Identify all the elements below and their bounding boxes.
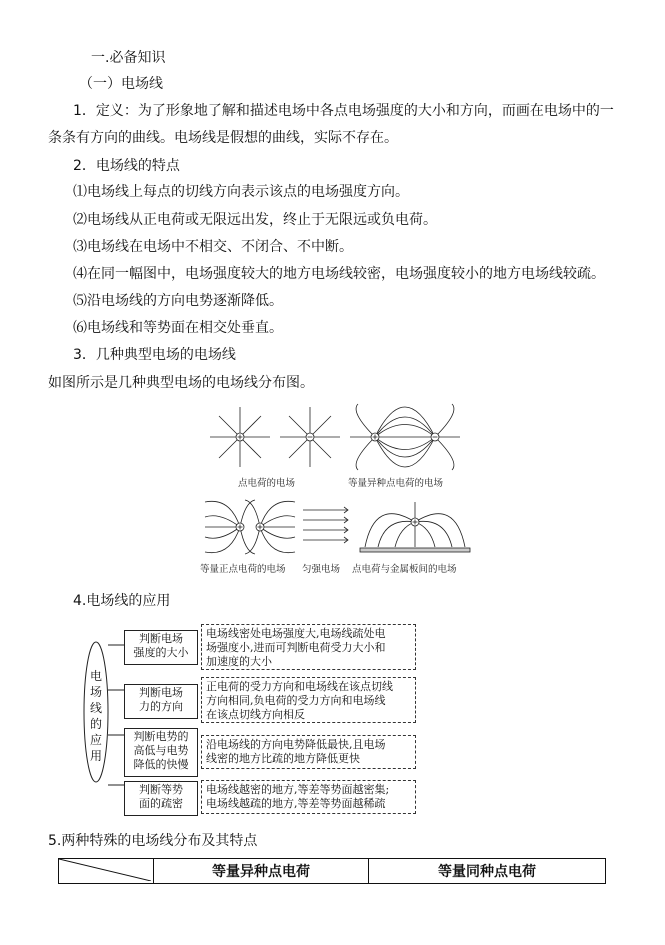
app-desc-strength: 电场线密处电场强度大,电场线疏处电 场强度小,进而可判断电荷受力大小和 加速度的大小	[201, 624, 416, 670]
caption-uniform: 匀强电场	[302, 564, 341, 575]
application-title: 4.电场线的应用	[73, 593, 171, 609]
table-header-like: 等量同种点电荷	[369, 859, 606, 884]
section-heading: 一.必备知识	[91, 50, 166, 66]
comparison-table	[58, 858, 606, 884]
table-corner-cell	[59, 859, 154, 884]
feature-item: ⑸沿电场线的方向电势逐渐降低。	[73, 293, 283, 309]
feature-item: ⑴电场线上每点的切线方向表示该点的电场强度方向。	[73, 184, 409, 200]
app-label-equipotential: 判断等势 面的疏密	[124, 781, 198, 816]
caption-like-charges: 等量正点电荷的电场	[200, 564, 286, 575]
app-desc-force: 正电荷的受力方向和电场线在该点切线 方向相同,负电荷的受力方向和电场线 在该点切线方向相反	[201, 677, 416, 723]
diagonal-line	[59, 859, 151, 881]
app-root-label: 电 场 线 的 应 用	[89, 669, 102, 763]
concept-map-connectors	[80, 620, 130, 820]
special-title: 5.两种特殊的电场线分布及其特点	[48, 833, 258, 849]
features-title: 2．电场线的特点	[73, 158, 180, 174]
definition-line-1: 1．定义：为了形象地了解和描述电场中各点电场强度的大小和方向，而画在电场中的一	[73, 103, 614, 119]
app-desc-equipotential: 电场线越密的地方,等差等势面越密集; 电场线越疏的地方,等差等势面越稀疏	[201, 780, 416, 814]
types-intro: 如图所示是几种典型电场的电场线分布图。	[48, 375, 314, 391]
uniform-field-diagram	[303, 507, 348, 543]
unlike-charges-diagram	[350, 404, 460, 470]
like-charges-diagram	[205, 500, 295, 554]
feature-item: ⑷在同一幅图中，电场强度较大的地方电场线较密，电场强度较小的地方电场线较疏。	[73, 266, 605, 282]
app-label-potential: 判断电势的 高低与电势 降低的快慢	[124, 728, 198, 777]
definition-line-2: 条条有方向的曲线。电场线是假想的曲线，实际不存在。	[48, 130, 398, 146]
caption-point-charge: 点电荷的电场	[238, 478, 296, 489]
positive-point-charge-diagram	[210, 407, 270, 467]
types-title: 3．几种典型电场的电场线	[73, 347, 236, 363]
subsection-heading: （一）电场线	[79, 76, 163, 92]
table-header-unlike: 等量异种点电荷	[154, 859, 369, 884]
negative-point-charge-diagram	[280, 407, 340, 467]
app-label-force: 判断电场 力的方向	[124, 684, 198, 719]
feature-item: ⑵电场线从正电荷或无限远出发，终止于无限远或负电荷。	[73, 212, 437, 228]
caption-plate: 点电荷与金属板间的电场	[352, 564, 457, 575]
feature-item: ⑹电场线和等势面在相交处垂直。	[73, 320, 283, 336]
table-header-row	[59, 859, 606, 884]
charge-plate-diagram	[360, 502, 470, 552]
caption-unlike-charges: 等量异种点电荷的电场	[348, 478, 444, 489]
app-label-strength: 判断电场 强度的大小	[124, 630, 198, 665]
feature-item: ⑶电场线在电场中不相交、不闭合、不中断。	[73, 239, 353, 255]
app-desc-potential: 沿电场线的方向电势降低最快,且电场 线密的地方比疏的地方降低更快	[201, 735, 416, 769]
field-lines-figure	[200, 402, 480, 582]
